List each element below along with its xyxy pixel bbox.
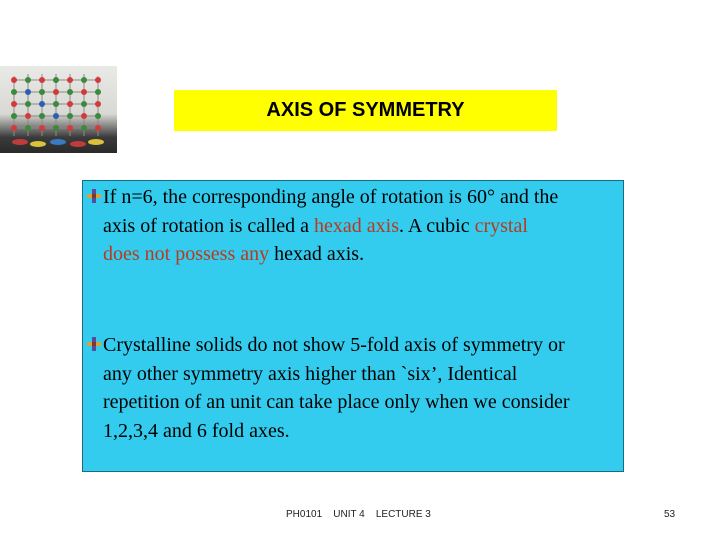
bullet-text-segment: . A cubic	[399, 214, 475, 237]
slide-title: AXIS OF SYMMETRY	[266, 99, 465, 121]
highlighted-term: hexad axis	[314, 214, 400, 237]
highlighted-term: crystal does not possess any	[103, 214, 528, 266]
slide-footer: PH0101 UNIT 4 LECTURE 3	[286, 509, 431, 520]
list-bullet-icon	[87, 189, 101, 203]
slide-title-banner	[174, 90, 557, 131]
crystal-lattice-model-drawing	[0, 66, 117, 153]
content-box	[82, 180, 624, 472]
bullet-text	[87, 183, 567, 269]
bullet-point	[87, 331, 587, 445]
list-bullet-icon	[87, 337, 101, 351]
bullet-text-segment: hexad axis.	[269, 243, 365, 266]
bullet-point	[87, 183, 567, 269]
bullet-text-segment: If n=6, the corresponding angle of rotation is 60° and the axis of rotation is called a	[103, 186, 559, 237]
bullet-text: Crystalline solids do not show 5-fold axis of symmetry or any other symmetry axis higher than `six’, Identical repetition of an unit can take place only when we consider 1,2,3,4 and 6 fold axes.	[103, 334, 570, 442]
page-number: 53	[664, 509, 676, 520]
crystal-lattice-model-image	[0, 66, 117, 153]
